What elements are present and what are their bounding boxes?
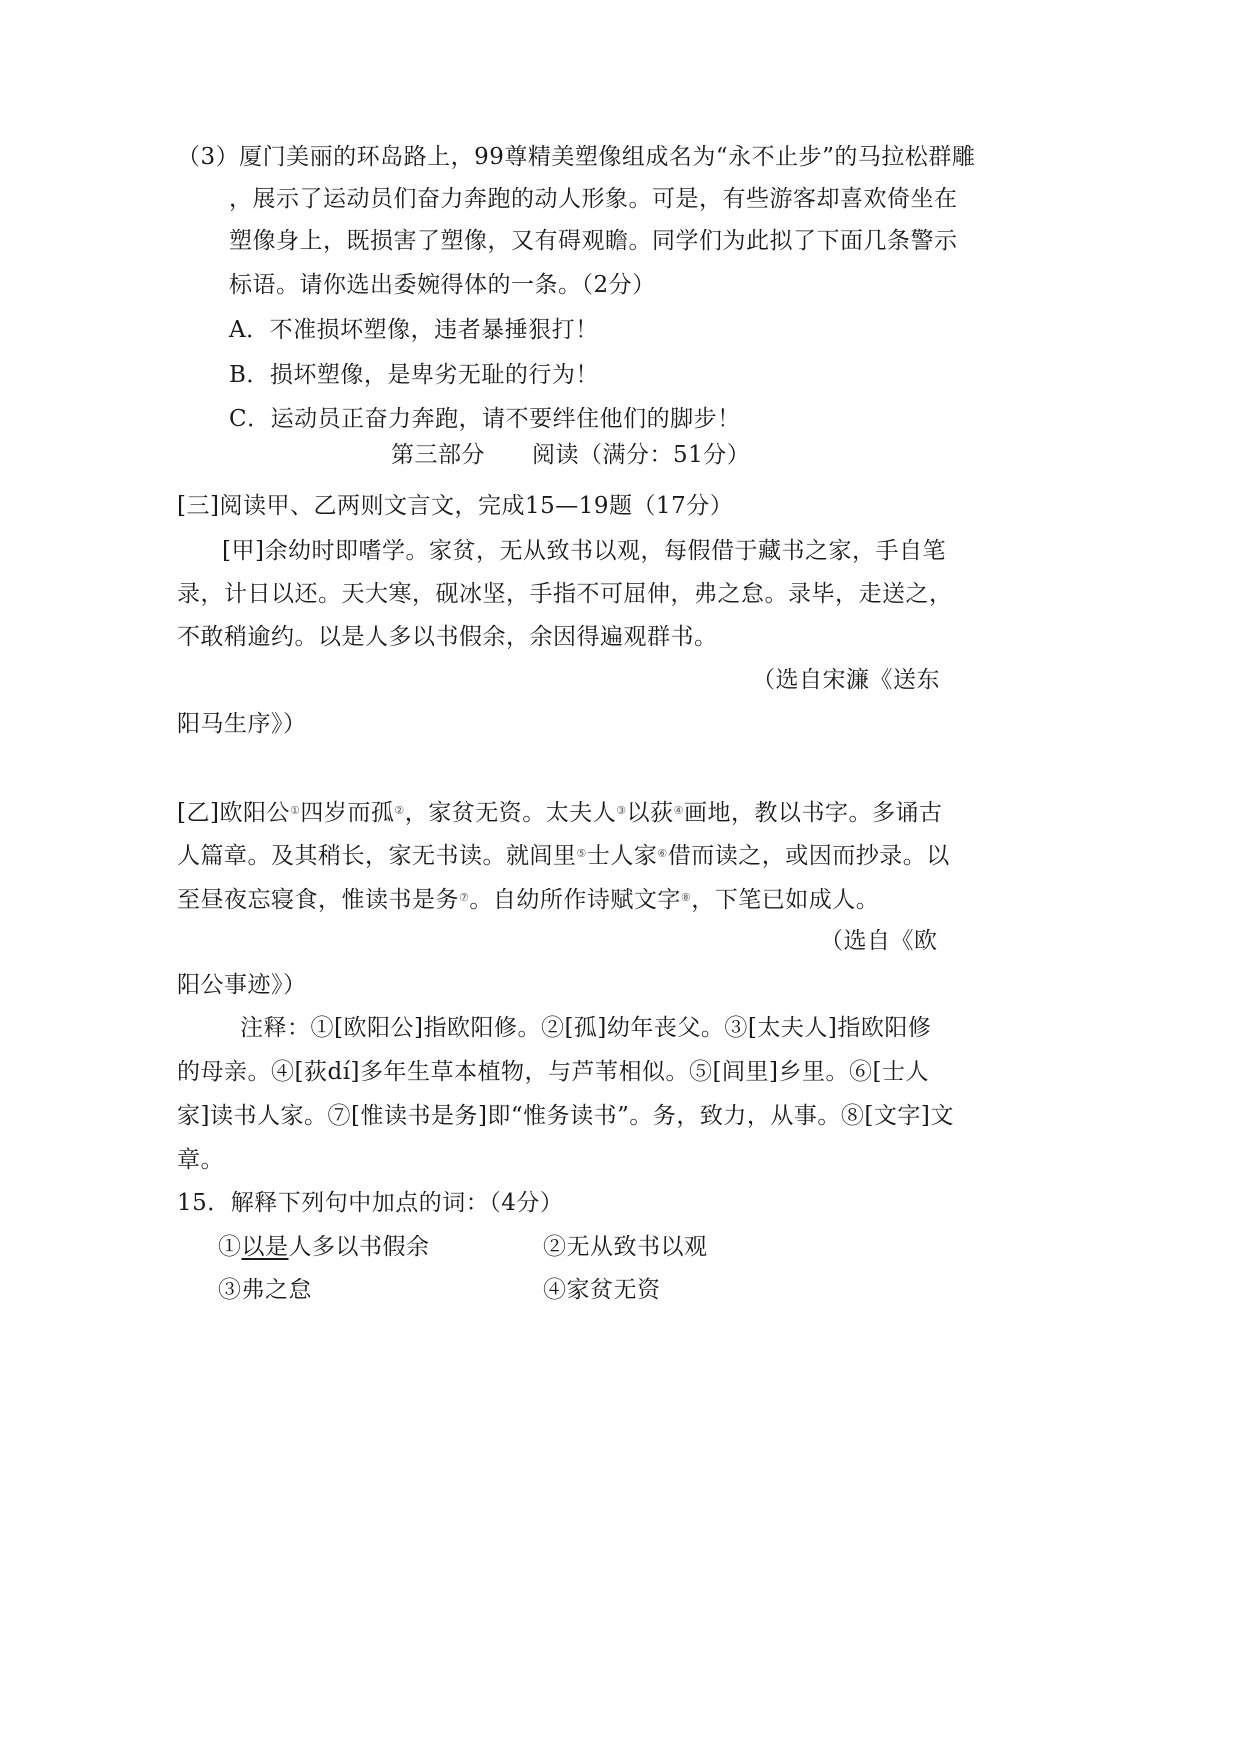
passage-yi-text: [乙]欧阳公 [177, 800, 290, 826]
footnote-marker: ④ [673, 804, 684, 817]
q3-line-3: 塑像身上，既损害了塑像，又有碍观瞻。同学们为此拟了下面几条警示 [229, 228, 958, 254]
passage-yi-text: 四岁而孤 [300, 800, 395, 826]
footnote-marker: ⑥ [657, 847, 668, 860]
q3-line-4: 标语。请你选出委婉得体的一条。（2分） [229, 272, 656, 298]
question-15-item-3: ③弗之怠 [218, 1277, 312, 1303]
footnote-marker: ⑧ [680, 891, 692, 904]
footnote-marker: ③ [616, 804, 627, 817]
q3-option-a: A．不准损坏塑像，违者暴捶狠打！ [229, 317, 599, 343]
passage-yi-text: ，家贫无资。太夫人 [404, 800, 617, 826]
question-15-item-1 [218, 1232, 430, 1262]
q3-line-1: （3）厦门美丽的环岛路上，99尊精美塑像组成名为“永不止步”的马拉松群雕 [177, 144, 976, 170]
question-15-item-4: ④家贫无资 [543, 1277, 661, 1303]
passage-yi-text: 。自幼所作诗赋文字 [469, 887, 681, 913]
passage-yi-source-2: 阳公事迹》） [177, 972, 307, 998]
passage-yi-line-2 [177, 839, 950, 871]
passage-yi-text: 人篇章。及其稍长，家无书读。就闾里 [177, 843, 577, 869]
passage-yi-line-3 [177, 883, 879, 915]
item-text: 人多以书假余 [288, 1234, 430, 1260]
passage-jia-line-2: 录，计日以还。天大寒，砚冰坚，手指不可屈伸，弗之怠。录毕，走送之， [177, 581, 953, 607]
passage-yi-text: 士人家 [586, 843, 658, 869]
passage-jia-source-1: （选自宋濂《送东 [752, 667, 940, 693]
passage-jia-source-2: 阳马生序》） [177, 711, 307, 737]
passage-jia-line-3: 不敢稍逾约。以是人多以书假余，余因得遍观群书。 [177, 624, 718, 650]
notes-line-2: 的母亲。④[荻dí]多年生草本植物，与芦苇相似。⑤[闾里]乡里。⑥[士人 [177, 1059, 929, 1085]
question-15-item-2: ②无从致书以观 [543, 1234, 708, 1260]
q3-option-b: B．损坏塑像，是卑劣无耻的行为！ [229, 362, 599, 388]
q3-option-c: C．运动员正奋力奔跑，请不要绊住他们的脚步！ [229, 406, 741, 432]
part-three-heading: 第三部分 阅读（满分：51分） [391, 442, 751, 468]
passage-yi-text: 借而读之，或因而抄录。以 [667, 843, 950, 869]
underlined-phrase: 以是 [241, 1234, 289, 1260]
notes-line-3: 家]读书人家。⑦[惟读书是务]即“惟务读书”。务，致力，从事。⑧[文字]文 [177, 1103, 954, 1129]
q3-line-2: ，展示了运动员们奋力奔跑的动人形象。可是，有些游客却喜欢倚坐在 [229, 186, 958, 212]
passage-yi-text: ，下笔已如成人。 [691, 887, 880, 913]
notes-line-1: 注释：①[欧阳公]指欧阳修。②[孤]幼年丧父。③[太夫人]指欧阳修 [240, 1015, 932, 1041]
footnote-marker: ② [394, 804, 405, 817]
footnote-marker: ⑦ [459, 891, 470, 904]
passage-jia-line-1: [甲]余幼时即嗜学。家贫，无从致书以观，每假借于藏书之家，手自笔 [222, 538, 946, 564]
footnote-marker: ⑤ [576, 847, 587, 860]
passage-yi-text: 至昼夜忘寝食，惟读书是务 [177, 887, 459, 913]
item-marker: ① [218, 1234, 242, 1260]
passage-yi-text: 以荻 [626, 800, 674, 826]
passage-yi-source-1: （选自《欧 [820, 928, 938, 954]
passage-yi-text: 画地，教以书字。多诵古 [683, 800, 943, 826]
notes-line-4: 章。 [177, 1147, 224, 1173]
footnote-marker: ① [289, 804, 301, 817]
question-15-stem: 15．解释下列句中加点的词：（4分） [177, 1190, 564, 1216]
passage-yi-line-1 [177, 796, 942, 828]
section-three-title: [三]阅读甲、乙两则文言文，完成15—19题（17分） [177, 493, 734, 519]
